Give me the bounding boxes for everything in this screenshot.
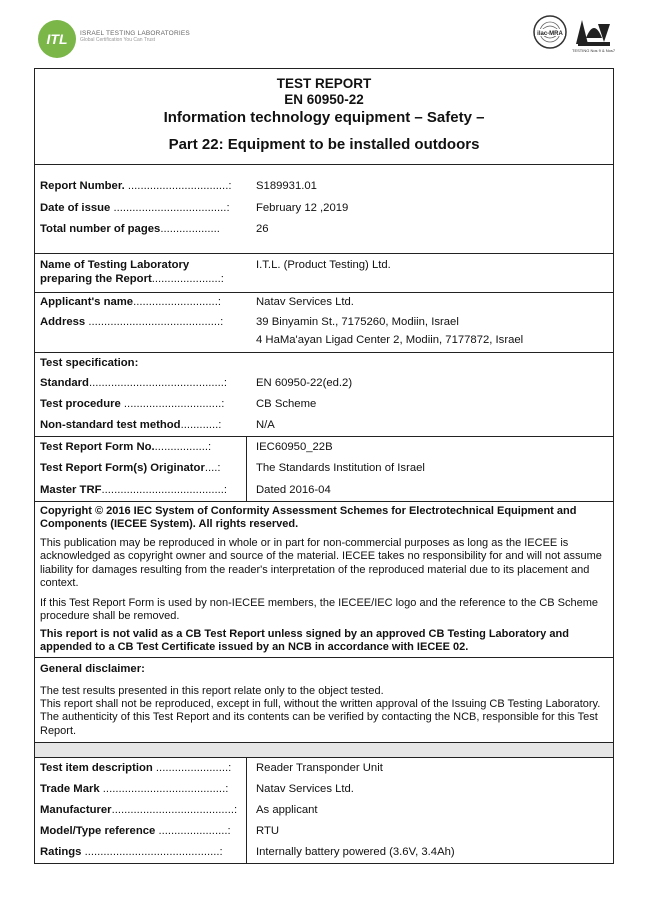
column-divider: [246, 436, 247, 501]
trade-mark-label: Trade Mark .......................................:: [40, 783, 229, 795]
itl-logo-text: ITL: [46, 31, 68, 47]
test-item-label: Test item description .......................:: [40, 762, 232, 774]
ilac-logo-text: ilac-MRA: [537, 31, 563, 37]
divider: [34, 436, 614, 437]
itl-wordmark: [80, 30, 190, 44]
testing-lab-value: I.T.L. (Product Testing) Ltd.: [256, 259, 391, 271]
applicant-name-value: Natav Services Ltd.: [256, 296, 354, 308]
test-procedure-label: Test procedure ...............................:: [40, 398, 225, 410]
master-trf-value: Dated 2016-04: [256, 484, 331, 496]
divider: [34, 253, 614, 254]
reproduction-notice: This publication may be reproduced in whole or in part for non-commercial purposes as long as the IECEE is acknowledged as copyright owner and source of the material. IECEE takes no responsibility for and will not assume liability for damages resulting from the reader's interpretation of the reproduced material due to its placement and context.: [40, 537, 602, 590]
title-block: [34, 76, 614, 155]
divider: [34, 501, 614, 502]
divider: [34, 757, 614, 758]
applicant-name-label: Applicant's name...........................:: [40, 296, 221, 308]
validity-notice: This report is not valid as a CB Test Report unless signed by an approved CB Testing Laboratory and appended to a CB Test Certificate issued by an NCB in accordance with IECEE 02.: [40, 628, 569, 654]
standard-title: Information technology equipment – Safety –: [163, 109, 485, 126]
manufacturer-label: Manufacturer.......................................:: [40, 804, 238, 816]
disclaimer-text-1: The test results presented in this report relate only to the object tested.: [40, 685, 384, 697]
standard-label: Standard...........................................:: [40, 377, 228, 389]
test-item-value: Reader Transponder Unit: [256, 762, 383, 774]
non-standard-method-label: Non-standard test method............:: [40, 419, 222, 431]
standard-number: EN 60950-22: [284, 92, 364, 107]
address-line-1: 39 Binyamin St., 7175260, Modiin, Israel: [256, 316, 459, 328]
copyright-notice: Copyright © 2016 IEC System of Conformity Assessment Schemes for Electrotechnical Equipment and Components (IECEE System). All rights reserved.: [40, 505, 577, 531]
trf-originator-value: The Standards Institution of Israel: [256, 462, 425, 474]
disclaimer-heading: General disclaimer:: [40, 663, 145, 675]
standard-part: Part 22: Equipment to be installed outdoors: [168, 136, 480, 153]
trf-number-label: Test Report Form No..................:: [40, 441, 212, 453]
test-procedure-value: CB Scheme: [256, 398, 317, 410]
itl-logo: [38, 20, 76, 58]
non-standard-method-value: N/A: [256, 419, 275, 431]
disclaimer-text-2: This report shall not be reproduced, except in full, without the written approval of the Issuing CB Testing Laboratory. The authenticity of this Test Report and its contents can be verified by contacting the NCB, responsible for this Test Report.: [40, 698, 601, 737]
column-divider: [246, 757, 247, 864]
date-of-issue-value: February 12 ,2019: [256, 202, 349, 214]
divider: [34, 292, 614, 293]
report-title: TEST REPORT: [276, 76, 372, 91]
non-member-notice: If this Test Report Form is used by non-IECEE members, the IECEE/IEC logo and the reference to the CB Scheme procedure shall be removed.: [40, 597, 598, 623]
report-number-label: Report Number. ................................:: [40, 180, 232, 192]
report-number-value: S189931.01: [256, 180, 317, 192]
testing-lab-label: Name of Testing Laboratory preparing the Report......................:: [40, 259, 224, 285]
date-of-issue-label: Date of issue ....................................:: [40, 202, 230, 214]
ilac-mra-logo: [532, 14, 568, 50]
divider: [34, 657, 614, 658]
ratings-value: Internally battery powered (3.6V, 3.4Ah): [256, 846, 455, 858]
trade-mark-value: Natav Services Ltd.: [256, 783, 354, 795]
standard-value: EN 60950-22(ed.2): [256, 377, 353, 389]
master-trf-label: Master TRF.......................................:: [40, 484, 228, 496]
test-specification-heading: Test specification:: [40, 357, 139, 369]
model-label: Model/Type reference ......................:: [40, 825, 231, 837]
israc-caption: TESTING Nos 9 & Nos7: [572, 48, 616, 53]
divider: [34, 164, 614, 165]
trf-originator-label: Test Report Form(s) Originator....:: [40, 462, 221, 474]
manufacturer-value: As applicant: [256, 804, 318, 816]
total-pages-label: Total number of pages...................: [40, 223, 220, 235]
model-value: RTU: [256, 825, 280, 837]
shaded-band: [35, 743, 613, 757]
itl-name: ISRAEL TESTING LABORATORIES: [80, 30, 190, 37]
divider: [34, 352, 614, 353]
itl-tagline: Global Certification You Can Trust: [80, 37, 156, 43]
address-line-2: 4 HaMa'ayan Ligad Center 2, Modiin, 7177872, Israel: [256, 334, 524, 346]
address-label: Address ..........................................:: [40, 316, 224, 328]
ratings-label: Ratings ...........................................:: [40, 846, 223, 858]
total-pages-value: 26: [256, 223, 269, 235]
trf-number-value: IEC60950_22B: [256, 441, 333, 453]
